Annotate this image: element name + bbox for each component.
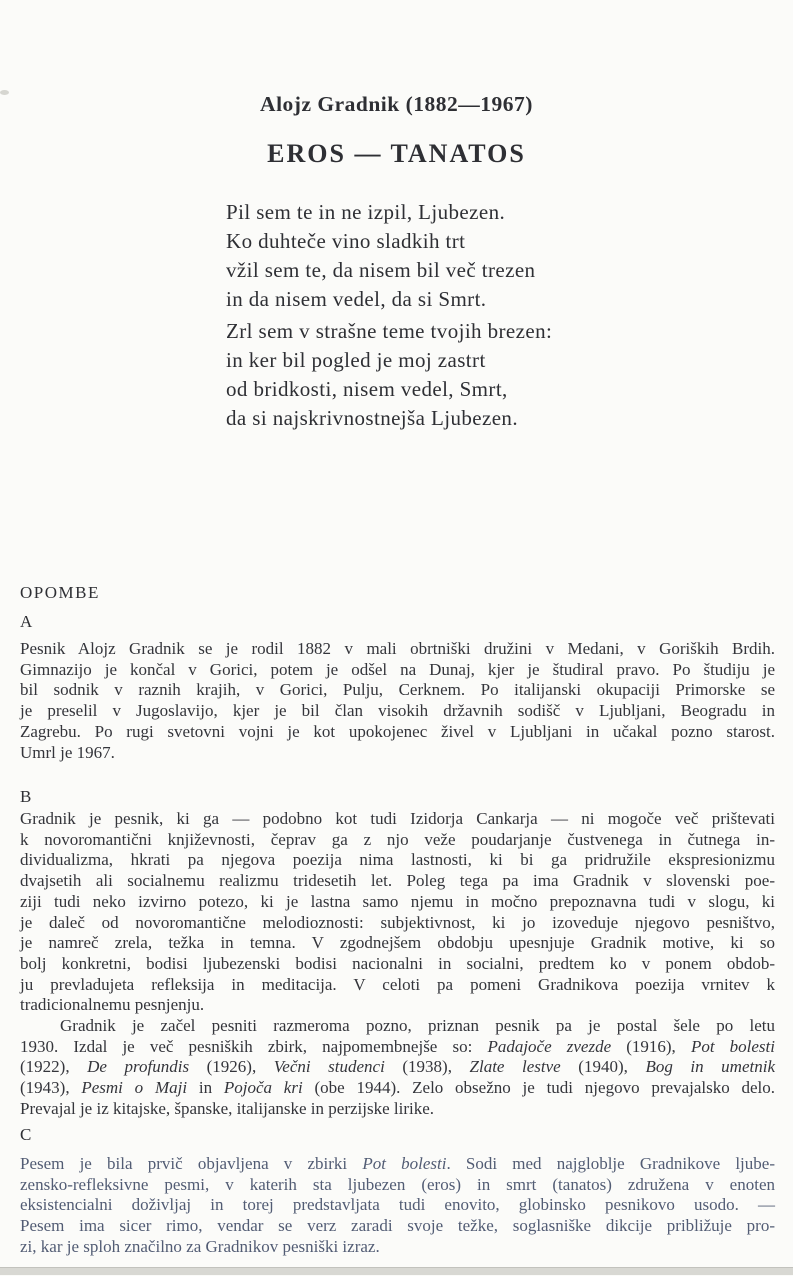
section-b-paragraphs: [20, 809, 775, 1120]
poem-title: EROS — TANATOS: [267, 139, 526, 168]
text-line: [20, 701, 775, 722]
text-line: [20, 1216, 775, 1237]
book-title-italic: Pesmi o Maji: [81, 1078, 188, 1098]
book-title-italic: De profundis: [87, 1057, 190, 1077]
text-line: [20, 1175, 775, 1196]
book-title-italic: Bog in umetnik: [645, 1057, 775, 1077]
section-label-a: A: [20, 612, 34, 631]
text-line: [20, 850, 775, 871]
text-segment: dividualizma, hkrati pa njegova poezija nima lastnosti, ki bi ga pridružile ekspresionizmu: [20, 850, 775, 870]
text-segment: Pesnik Alojz Gradnik se je rodil 1882 v mali obrtniški družini v Medani, v Goriških Brdih.: [20, 639, 775, 658]
text-line: [20, 1237, 775, 1258]
text-segment: je namreč zrela, težka in temna. V zgodnejšem obdobju upesnjuje Gradnik motive, ki so: [20, 933, 775, 953]
text-line: [20, 1057, 775, 1078]
poem-body: [226, 198, 552, 433]
text-segment: tradicionalnemu pesnjenju.: [20, 995, 205, 1015]
book-title-italic: Padajoče zvezde: [487, 1036, 612, 1056]
text-segment: 1930. Izdal je več pesniških zbirk, najpomembnejše so:: [20, 1036, 488, 1056]
text-segment: Pesem ima sicer rimo, vendar se verz zaradi svoje težke, soglasniške dikcije približuje pro-: [20, 1216, 775, 1236]
text-segment: je daleč od novoromantične melodioznosti: subjektivnost, ki jo izoveduje njegovo pesništvo,: [20, 912, 775, 932]
text-segment: eksistencialni doživljaj in torej predstavljata tudi enovito, globinsko pesnikovo usodo. —: [20, 1195, 775, 1215]
poem-author-heading: Alojz Gradnik (1882—1967): [260, 92, 533, 116]
text-segment: Umrl je 1967.: [20, 742, 115, 762]
text-segment: Zagrebu. Po rugi svetovni vojni je kot upokojenec živel v Ljubljani in učakal pozno starost.: [20, 721, 775, 741]
text-line: [20, 913, 775, 934]
text-segment: (1922),: [20, 1057, 88, 1077]
notes-heading: OPOMBE: [20, 583, 100, 602]
text-segment: . Sodi med najgloblje Gradnikove ljube-: [446, 1154, 775, 1173]
book-title-italic: Zlate lestve: [469, 1057, 561, 1077]
text-line: [20, 1078, 775, 1099]
text-segment: (obe 1944). Zelo obsežno je tudi njegovo prevajalsko delo.: [302, 1078, 776, 1098]
poem-line: vžil sem te, da nisem bil več trezen: [226, 258, 536, 282]
text-segment: zensko-refleksivne pesmi, v katerih sta ljubezen (eros) in smrt (tanatos) združena v enoten: [20, 1174, 775, 1194]
text-segment: ziji tudi neko izvirno potezo, ki je lastna samo njemu in močno prepoznavna tudi v slogu, ki: [20, 891, 775, 911]
text-segment: Prevajal je iz kitajske, španske, italijanske in perzijske lirike.: [20, 1098, 435, 1118]
text-line: [20, 830, 775, 851]
text-segment: dvajsetih ali socialnemu realizmu tridesetih let. Poleg tega pa ima Gradnik v slovenski poe-: [20, 871, 775, 891]
text-segment: (1916),: [611, 1036, 691, 1056]
text-segment: Gradnik je začel pesniti razmeroma pozno, priznan pesnik pa je postal šele po letu: [60, 1016, 775, 1036]
poem-line: Ko duhteče vino sladkih trt: [226, 229, 466, 253]
text-line: [20, 809, 775, 830]
poem-stanza-2: [226, 317, 552, 433]
text-line: [20, 743, 775, 764]
text-line: [20, 1195, 775, 1216]
text-segment: je preselil v Jugoslavijo, kjer je bil član visokih državnih sodišč v Ljubljani, Beogradu in: [20, 701, 775, 721]
text-segment: k novoromantični književnosti, čeprav ga z njo veže poudarjanje čustvenega in čutnega in-: [20, 829, 775, 849]
text-line: [20, 892, 775, 913]
text-segment: (1938),: [384, 1057, 470, 1077]
scan-edge-line: [0, 1267, 793, 1275]
text-line: [20, 975, 775, 996]
poem-line: od bridkosti, nisem vedel, Smrt,: [226, 377, 508, 401]
text-segment: bolj konkretni, bodisi ljubezenski bodisi nacionalni in socialni, predtem ko v ponem obdob-: [20, 953, 775, 973]
text-line: [20, 995, 775, 1016]
text-segment: (1926),: [189, 1057, 274, 1077]
book-title-italic: Pojoča kri: [223, 1078, 303, 1098]
text-segment: Gimnazijo je končal v Gorici, potem je odšel na Dunaj, kjer je študiral pravo. Po študiju je: [20, 659, 775, 679]
text-line: [20, 680, 775, 701]
text-segment: zi, kar je sploh značilno za Gradnikov pesniški izraz.: [20, 1236, 380, 1256]
book-title-italic: Pot bolesti: [362, 1154, 447, 1173]
text-line: [20, 954, 775, 975]
poem-line: in da nisem vedel, da si Smrt.: [226, 287, 487, 311]
text-segment: bil sodnik v raznih krajih, v Gorici, Pulju, Cerknem. Po italijanski okupaciji Primorske se: [20, 680, 775, 700]
text-line: [20, 1037, 775, 1058]
text-segment: ju prevladujeta refleksija in meditacija. V celoti pa pomeni Gradnikova poezija vrnitev k: [20, 974, 775, 994]
section-b-paragraph-1: [20, 809, 775, 1016]
text-line: [20, 660, 775, 681]
poem-line: in ker bil pogled je moj zastrt: [226, 348, 486, 372]
text-segment: in: [187, 1078, 224, 1098]
section-a-paragraph: [20, 639, 775, 763]
text-line: [20, 639, 775, 660]
text-segment: (1943),: [20, 1078, 82, 1098]
poem-stanza-1: [226, 198, 552, 314]
poem-line: Zrl sem v strašne teme tvojih brezen:: [226, 319, 553, 343]
section-label-c: C: [20, 1125, 33, 1144]
book-title-italic: Večni studenci: [273, 1057, 385, 1077]
text-segment: (1940),: [560, 1057, 646, 1077]
text-line: [20, 1099, 775, 1120]
book-title-italic: Pot bolesti: [690, 1036, 775, 1056]
section-label-b: B: [20, 787, 33, 806]
text-segment: Gradnik je pesnik, ki ga — podobno kot tudi Izidorja Cankarja — ni mogoče več prištevati: [20, 809, 775, 828]
text-line: [20, 722, 775, 743]
text-line: [20, 933, 775, 954]
text-line: [20, 1016, 775, 1037]
text-line: [20, 871, 775, 892]
section-b-paragraph-2: [20, 1016, 775, 1120]
text-line: [20, 1154, 775, 1175]
poem-line: da si najskrivnostnejša Ljubezen.: [226, 406, 518, 430]
section-c-paragraph: [20, 1154, 775, 1258]
text-segment: Pesem je bila prvič objavljena v zbirki: [20, 1154, 363, 1173]
poem-line: Pil sem te in ne izpil, Ljubezen.: [226, 200, 506, 224]
